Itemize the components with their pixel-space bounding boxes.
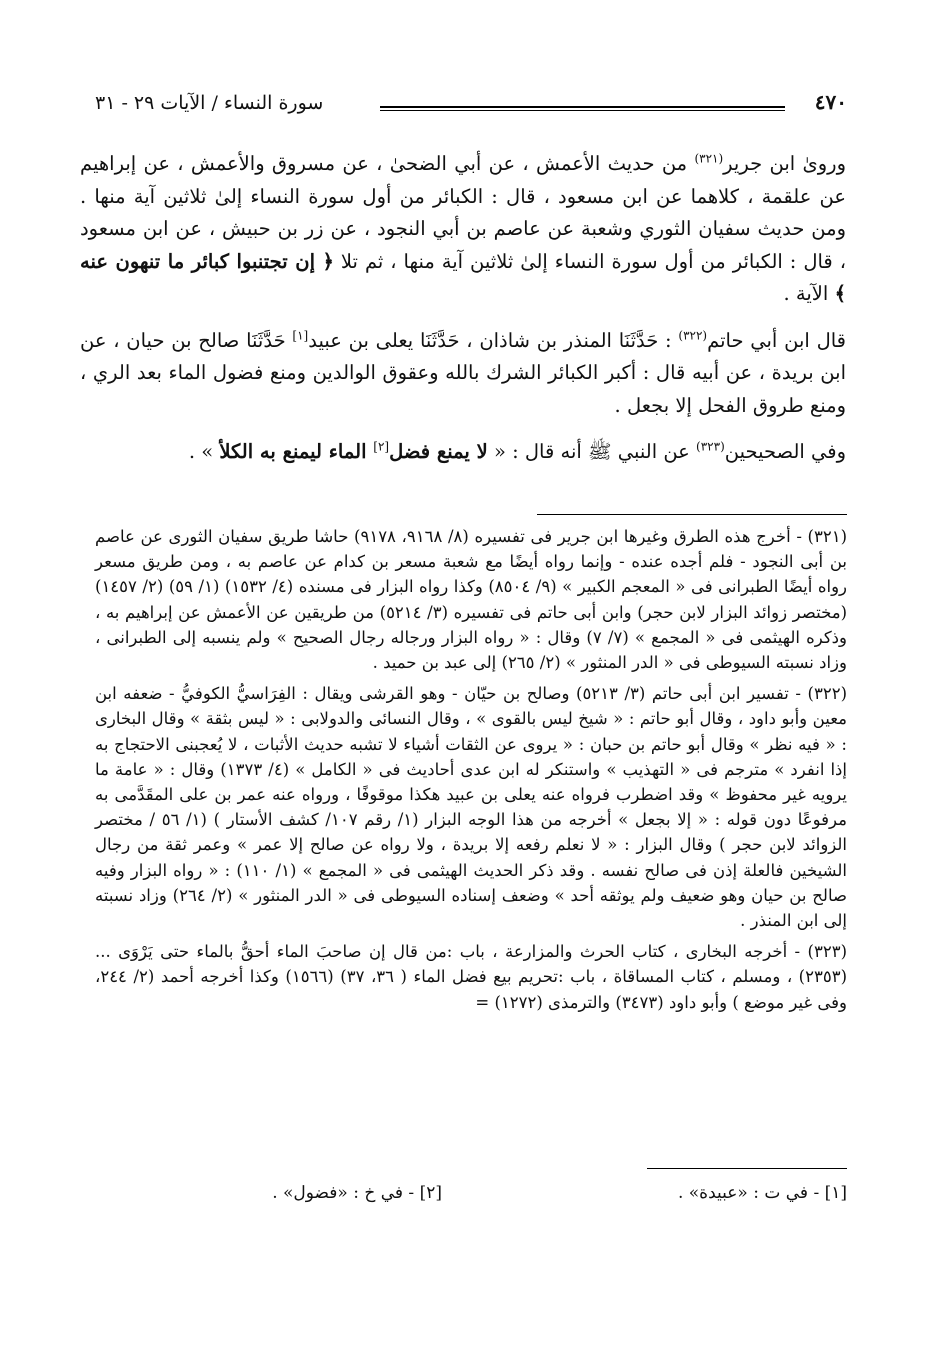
running-title: سورة النساء / الآيات ٢٩ - ٣١ <box>95 92 324 114</box>
variant-ref: [٢] <box>373 439 390 454</box>
variant-note-2: [٢] - في خ : «فضول» . <box>272 1183 442 1203</box>
variant-ref: [١] <box>292 328 309 342</box>
variant-notes-separator <box>647 1168 847 1169</box>
footnotes <box>95 524 847 1021</box>
main-text <box>80 148 846 479</box>
footnote-separator <box>537 514 847 515</box>
footnote-321: (٣٢١) - أخرج هذه الطرق وغيرها ابن جرير فى تفسيره (٨/ ٩١٦٨، ٩١٧٨) حاشا طريق سفيان الثورى عن عاصم بن أبى النجود - فلم أجده عنده - وإنما رواه أيضًا مع شعبة مسعر بن كدام عن عاصم به ، ومن طريق مسعر رواه أيضًا الطبرانى فى « المعجم الكبير » (٩/ ٨٥٠٤) وكذا رواه البزار فى مسنده (٤/ ١٥٣٢) (١/ ٥٩) (٢/ ١٤٥٧) (مختصر زوائد البزار لابن حجر) وابن أبى حاتم فى تفسيره (٣/ ٥٢١٤) من طريقين عن الأعمش عن إبراهيم به ، وذكره الهيثمى فى « المجمع » (٧/ ٧) وقال : « رواه البزار ورجاله رجال الصحيح » ولم ينسبه إلى الطبرانى ، وزاد نسبته السيوطى فى « الدر المنثور » (٢/ ٢٦٥) إلى عبد بن حميد . <box>95 527 848 673</box>
text-run: : حَدَّثَنَا المنذر بن شاذان ، حَدَّثَنَا يعلى بن عبيد <box>308 328 679 352</box>
header-rule <box>380 106 785 111</box>
text-run: وفي الصحيحين <box>724 440 846 463</box>
text-run: » . <box>188 440 220 463</box>
footnote-323: (٣٢٣) - أخرجه البخارى ، كتاب الحرث والمزارعة ، باب :من قال إن صاحبَ الماء أحقُّ بالماء حتى يَرْوَى ... (٢٣٥٣) ، ومسلم ، كتاب المساقاة ، باب :تحريم بيع فضل الماء ( ٣٦، ٣٧) (١٥٦٦) وكذا أخرجه أحمد (٢/ ٢٤٤، وفى غير موضع ) وأبو داود (٣٤٧٣) والترمذى (١٢٧٢) = <box>95 942 847 1012</box>
footnote-ref: (٣٢٢) <box>678 328 708 342</box>
page-header <box>95 88 847 128</box>
hadith-text: لا يمنع فضل <box>389 440 488 463</box>
text-run: حَدَّثَنَا صالح بن حيان ، عن ابن بريدة ، عن أبيه قال : أكبر الكبائر الشرك بالله وعقوق الوالدين ومنع فضول الماء بعد الري ، ومنع طروق الفحل إلا بجعل . <box>80 328 846 417</box>
paragraph-ibn-abi-hatim <box>80 325 846 423</box>
quran-verse: ﴿ إن تجتنبوا كبائر ما تنهون عنه ﴾ <box>80 249 846 305</box>
text-run: الآية . <box>783 282 835 305</box>
text-run: وروىٰ ابن جرير <box>723 152 846 175</box>
footnote-ref: (٣٢٣) <box>696 439 725 454</box>
page-number: ٤٧٠ <box>814 90 847 114</box>
paragraph-sahihayn <box>80 436 846 469</box>
hadith-text: الماء ليمنع به الكلأ <box>219 440 374 463</box>
text-run: عن النبي ﷺ أنه قال : « <box>487 440 697 463</box>
footnote-322: (٣٢٢) - تفسير ابن أبى حاتم (٣/ ٥٢١٣) وصالح بن حيّان - وهو القرشى ويقال : الفِرَاسيُّ الكوفيُّ - ضعفه ابن معين وأبو داود ، وقال أبو حاتم : « شيخ ليس بالقوى » ، وقال النسائى والدولابى : « ليس بثقة » وقال البخارى : « فيه نظر » وقال أبو حاتم بن حبان : « يروى عن الثقات أشياء لا تشبه حديث الأثبات ، لا يُعجبنى الاحتجاج به إذا انفرد » مترجم فى « التهذيب » واستنكر له ابن عدى أحاديث فى « الكامل » (٤/ ١٣٧٣) وقال : « عامة ما يرويه غير محفوظ » وقد اضطرب فرواه عنه يعلى بن عبيد هكذا موقوفًا ، ورواه عنه عمر بن على المقَدَّمى به مرفوعًا دون قوله : « إلا بجعل » أخرجه من هذا الوجه البزار (١/ رقم ١٠٧/ كشف الأستار ) (١/ ٥٦ / مختصر الزوائد لابن حجر ) وقال البزار : « لا نعلم رفعه إلا بريدة ، ولا رواه عن صالح إلا عمر » وعمر ثقة من رجال الشيخين فالعلة إذن فى صالح نفسه . وقد ذكر الحديث الهيثمى فى « المجمع » (١/ ١١٠) : « رواه البزار وفيه صالح بن حيان وهو ضعيف ولم يوثقه أحد » وضعف إسناده السيوطى فى « الدر المنثور » (٢/ ٢٦٤) وزاد نسبته إلى ابن المنذر . <box>95 684 848 931</box>
paragraph-ibn-jarir <box>80 148 846 311</box>
variant-note-1: [١] - في ت : «عبيدة» . <box>677 1183 847 1203</box>
footnote-ref: (٣٢١) <box>694 151 724 166</box>
text-run: قال ابن أبي حاتم <box>707 328 846 352</box>
text-run: من حديث الأعمش ، عن أبي الضحىٰ ، عن مسروق والأعمش ، عن إبراهيم عن علقمة ، كلاهما عن ابن مسعود ، قال : الكبائر من أول سورة النساء إلىٰ ثلاثين آية منها . ومن حديث سفيان الثوري وشعبة عن عاصم بن أبي النجود ، عن زر بن حبيش ، عن ابن مسعود ، قال : الكبائر من أول سورة النساء إلىٰ ثلاثين آية منها ، ثم تلا <box>80 152 847 273</box>
